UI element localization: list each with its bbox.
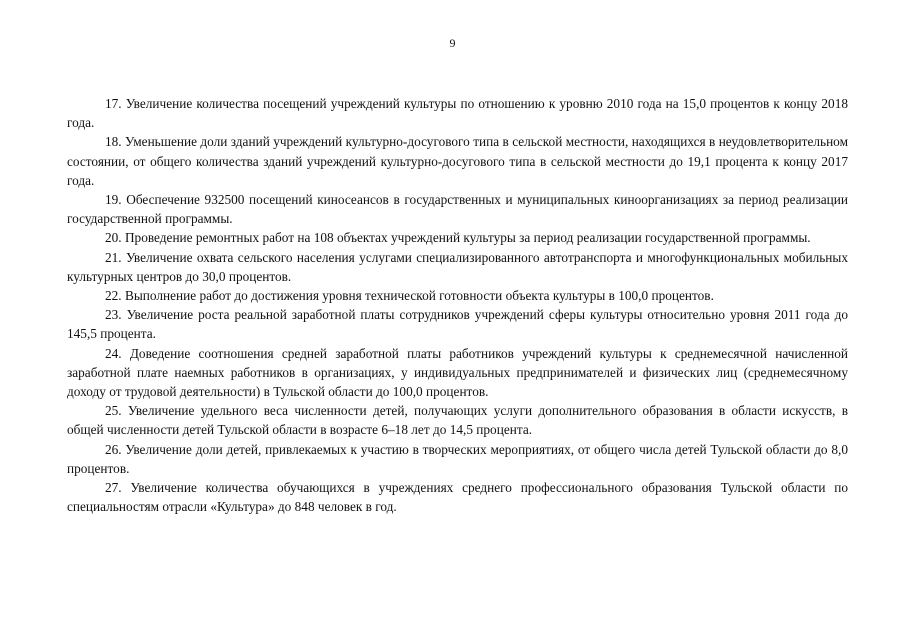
paragraph-19: 19. Обеспечение 932500 посещений киносеансов в государственных и муниципальных киноорганизациях за период реализации государственной программы. xyxy=(67,192,848,227)
paragraph-17: 17. Увеличение количества посещений учреждений культуры по отношению к уровню 2010 года на 15,0 процентов к концу 2018 года. xyxy=(67,96,848,131)
paragraph-25: 25. Увеличение удельного веса численности детей, получающих услуги дополнительного образования в области искусств, в общей численности детей Тульской области в возрасте 6–18 лет до 14,5 процента. xyxy=(67,403,848,438)
paragraph-20: 20. Проведение ремонтных работ на 108 объектах учреждений культуры за период реализации государственной программы. xyxy=(105,230,811,246)
document-body xyxy=(67,94,848,516)
paragraph-23: 23. Увеличение роста реальной заработной платы сотрудников учреждений сферы культуры относительно уровня 2011 года до 145,5 процента. xyxy=(67,307,848,342)
paragraph-22: 22. Выполнение работ до достижения уровня технической готовности объекта культуры в 100,0 процентов. xyxy=(105,288,714,304)
paragraph-24: 24. Доведение соотношения средней заработной платы работников учреждений культуры к среднемесячной начисленной заработной плате наемных работников в организациях, у индивидуальных предпринимателей и физических лиц (среднемесячному доходу от трудовой деятельности) в Тульской области до 100,0 процентов. xyxy=(67,345,848,400)
paragraph-21: 21. Увеличение охвата сельского населения услугами специализированного автотранспорта и многофункциональных мобильных культурных центров до 30,0 процентов. xyxy=(67,249,848,284)
paragraph-18: 18. Уменьшение доли зданий учреждений культурно-досугового типа в сельской местности, находящихся в неудовлетворительном состоянии, от общего количества зданий учреждений культурно-досугового типа в сельской местности до 19,1 процента к концу 2017 года. xyxy=(67,134,848,188)
paragraph-27: 27. Увеличение количества обучающихся в учреждениях среднего профессионального образования Тульской области по специальностям отрасли «Культура» до 848 человек в год. xyxy=(67,480,848,515)
page-number: 9 xyxy=(449,36,456,50)
paragraph-26: 26. Увеличение доли детей, привлекаемых к участию в творческих мероприятиях, от общего числа детей Тульской области до 8,0 процентов. xyxy=(67,441,848,476)
